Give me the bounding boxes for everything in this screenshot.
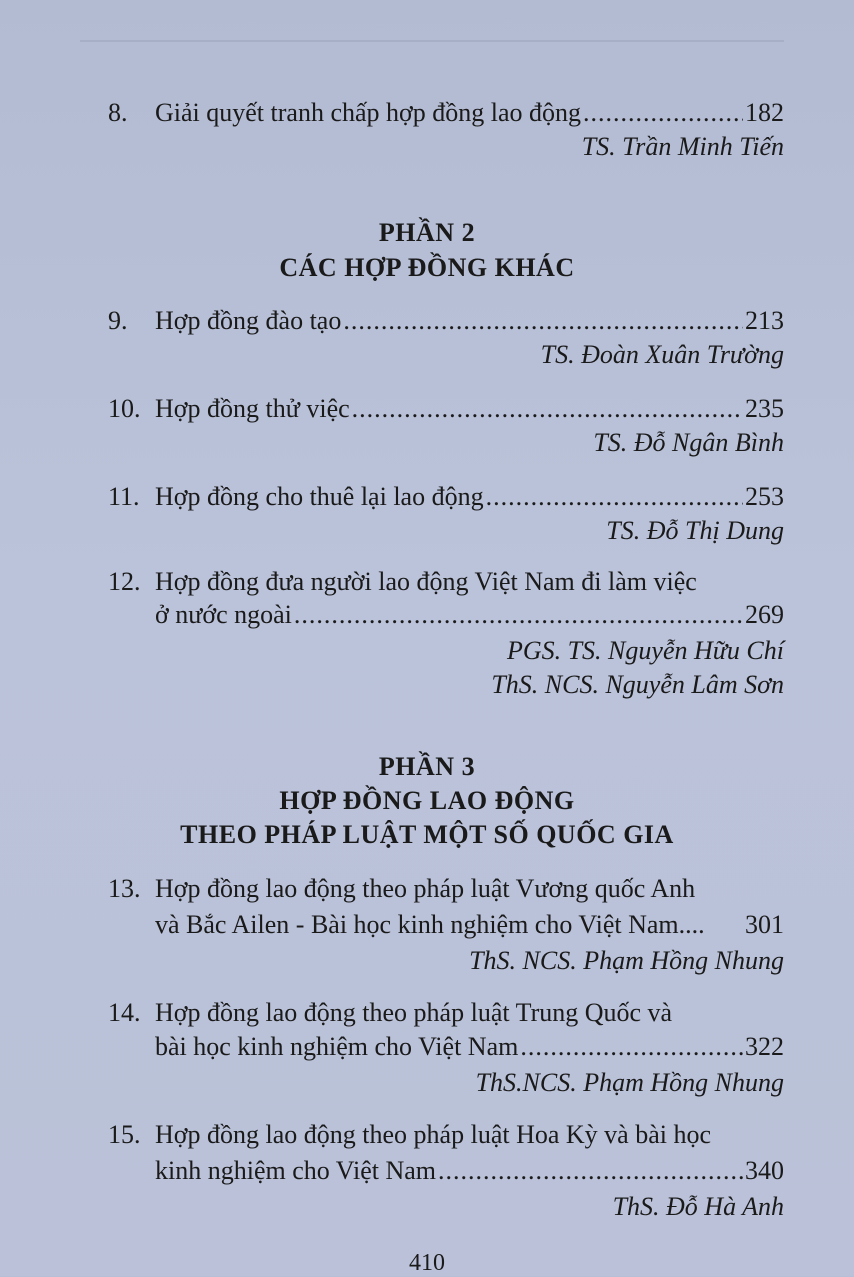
entry-author: TS. Đỗ Thị Dung xyxy=(606,516,784,545)
entry-title: Hợp đồng đào tạo xyxy=(155,306,342,335)
entry-number: 12. xyxy=(108,567,141,596)
entry-number: 13. xyxy=(108,874,141,903)
entry-author: TS. Đoàn Xuân Trường xyxy=(540,340,784,369)
entry-author: TS. Trần Minh Tiến xyxy=(581,132,784,161)
entry-page-number: 235 xyxy=(745,394,784,423)
entry-title: Hợp đồng lao động theo pháp luật Vương quốc Anh xyxy=(155,874,696,903)
part-2-title: CÁC HỢP ĐỒNG KHÁC xyxy=(279,253,575,282)
entry-author: PGS. TS. Nguyễn Hữu Chí xyxy=(506,636,784,665)
entry-title-line xyxy=(155,1156,784,1186)
entry-number: 8. xyxy=(108,98,128,127)
page-folio: 410 xyxy=(409,1250,445,1276)
entry-title-line xyxy=(155,600,784,630)
part-3-label: PHẦN 3 xyxy=(378,752,476,781)
dot-leader xyxy=(343,306,743,336)
entry-author: ThS.NCS. Phạm Hồng Nhung xyxy=(475,1068,784,1097)
entry-title-line xyxy=(155,98,784,128)
entry-number: 9. xyxy=(108,306,128,335)
entry-title-continued: ở nước ngoài xyxy=(155,600,292,629)
entry-page-number: 182 xyxy=(745,98,784,127)
entry-number: 11. xyxy=(108,482,140,511)
entry-author: TS. Đỗ Ngân Bình xyxy=(593,428,784,457)
entry-title-continued: và Bắc Ailen - Bài học kinh nghiệm cho Việt Nam.... xyxy=(155,910,705,939)
entry-number: 10. xyxy=(108,394,141,423)
entry-title-line xyxy=(155,482,784,512)
dot-leader xyxy=(486,482,743,512)
entry-title-line xyxy=(155,394,784,424)
entry-title-continued: bài học kinh nghiệm cho Việt Nam xyxy=(155,1032,519,1061)
entry-title-continued: kinh nghiệm cho Việt Nam xyxy=(155,1156,437,1185)
entry-title: Hợp đồng lao động theo pháp luật Hoa Kỳ và bài học xyxy=(155,1120,712,1149)
entry-author: ThS. Đỗ Hà Anh xyxy=(612,1192,784,1221)
dot-leader xyxy=(520,1032,743,1062)
entry-title: Hợp đồng cho thuê lại lao động xyxy=(155,482,484,511)
entry-title-line xyxy=(155,306,784,336)
part-2-label: PHẦN 2 xyxy=(378,218,476,247)
entry-page-number: 213 xyxy=(745,306,784,335)
entry-title: Giải quyết tranh chấp hợp đồng lao động xyxy=(155,98,582,127)
entry-page-number: 253 xyxy=(745,482,784,511)
dot-leader xyxy=(438,1156,743,1186)
entry-number: 15. xyxy=(108,1120,141,1149)
entry-number: 14. xyxy=(108,998,141,1027)
entry-title: Hợp đồng thử việc xyxy=(155,394,350,423)
entry-title: Hợp đồng đưa người lao động Việt Nam đi làm việc xyxy=(155,567,697,596)
entry-author: ThS. NCS. Phạm Hồng Nhung xyxy=(469,946,784,975)
part-3-title-line-1: HỢP ĐỒNG LAO ĐỘNG xyxy=(279,786,575,815)
entry-title-line xyxy=(155,910,784,940)
entry-title: Hợp đồng lao động theo pháp luật Trung Quốc và xyxy=(155,998,673,1027)
dot-leader xyxy=(294,600,743,630)
entry-page-number: 301 xyxy=(745,910,784,939)
dot-leader xyxy=(352,394,743,424)
part-3-title-line-2: THEO PHÁP LUẬT MỘT SỐ QUỐC GIA xyxy=(180,820,674,849)
entry-page-number: 340 xyxy=(745,1156,784,1185)
entry-author-2: ThS. NCS. Nguyễn Lâm Sơn xyxy=(491,670,784,699)
entry-page-number: 322 xyxy=(745,1032,784,1061)
entry-page-number: 269 xyxy=(745,600,784,629)
dot-leader xyxy=(583,98,743,128)
bleed-rule xyxy=(80,40,784,42)
entry-title-line xyxy=(155,1032,784,1062)
